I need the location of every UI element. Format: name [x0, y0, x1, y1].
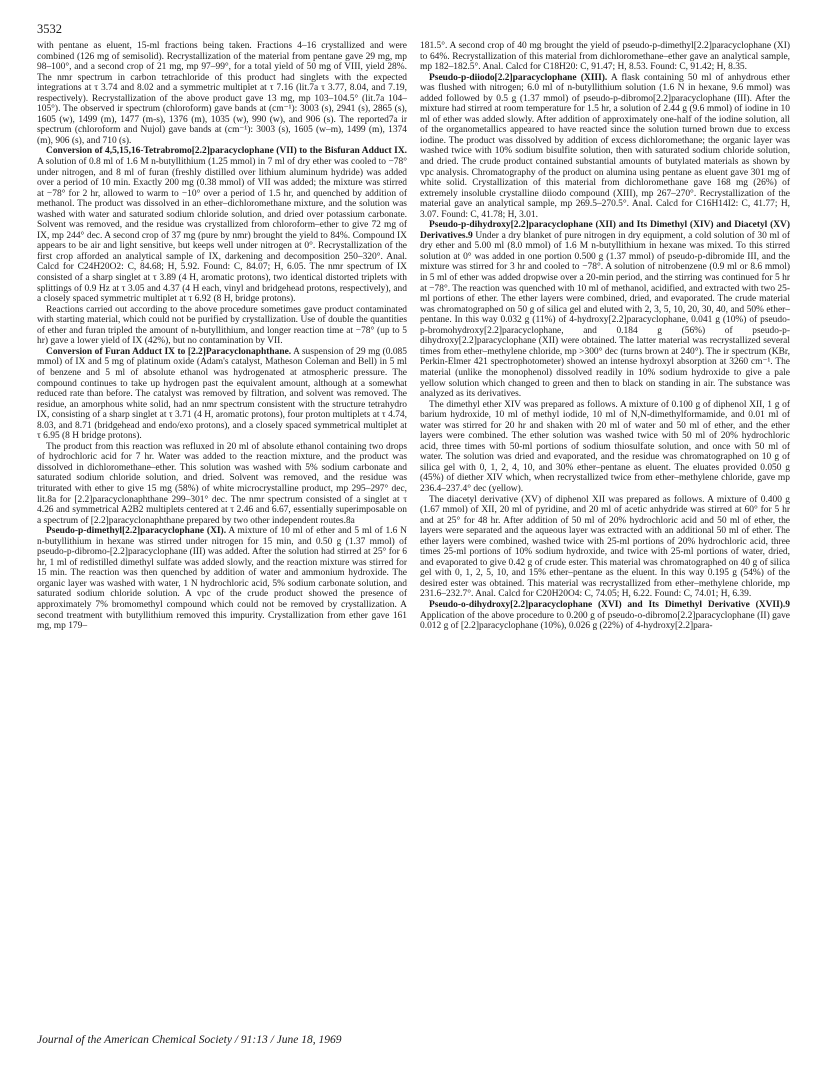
section-heading: Pseudo-p-dihydroxy[2.2]paracyclophane (XII) and Its Dimethyl (XIV) and Diacetyl (XV) Derivatives.9 [420, 220, 790, 241]
paragraph [420, 495, 790, 600]
section-heading: Conversion of Furan Adduct IX to [2.2]Paracyclonaphthane. [46, 346, 292, 357]
section-heading: Pseudo-p-diiodo[2.2]paracyclophane (XIII). [429, 72, 608, 83]
paragraph-body: A suspension of 29 mg (0.085 mmol) of IX and 5 mg of platinum oxide (Adam's catalyst, Matheson Coleman and Bell) in 5 ml of benzene and 5 ml of absolute ethanol was hydrogenated at atmospheric pressure. The compound continues to take up hydrogen past the equivalent amount, although at a somewhat reduced rate than before. The catalyst was removed by filtration, and solvent was removed. The residue, an amorphous white solid, had an nmr spectrum consistent with the structure tetrahydro IX, consisting of a sharp singlet at τ 3.71 (4 H, aromatic protons), four proton multiplets at τ 4.74, 8.03, and 8.71 (bridgehead and endo/exo protons), and a closely spaced symmetrical multiplet at τ 6.95 (8 H bridge protons). [37, 346, 407, 442]
paragraph-body: The product from this reaction was refluxed in 20 ml of absolute ethanol containing two drops of hydrochloric acid for 7 hr. Water was added to the reaction mixture, and the product was dissolved in dichloromethane–ether. This solution was washed with 5% sodium carbonate and saturated sodium chloride solution, and dried. Solvent was removed, and the residue was triturated with ether to give 15 mg (58%) of white microcrystalline product, mp 295–297° dec, lit.8a for [2.2]paracyclonaphthane 299–301° dec. The nmr spectrum consisted of a singlet at τ 4.26 and symmetrical A2B2 multiplets centered at τ 2.46 and 6.67, essentially superimposable on a spectrum of [2.2]paracyclonaphthane prepared by two other independent routes.8a [37, 441, 407, 526]
section-heading: Pseudo-o-dihydroxy[2.2]paracyclophane (XVI) and Its Dimethyl Derivative (XVII).9 [429, 599, 790, 610]
paragraph [37, 41, 407, 146]
paragraph [420, 41, 790, 73]
paragraph [37, 347, 407, 442]
paragraph-body: 181.5°. A second crop of 40 mg brought the yield of pseudo-p-dimethyl[2.2]paracyclophane (XI) to 64%. Recrystallization of this material from dichloromethane–ether gave an analytical sample, mp 182–182.5°. Anal. Calcd for C18H20: C, 91.47; H, 8.53. Found: C, 91.42; H, 8.35. [420, 41, 790, 73]
paragraph [37, 442, 407, 526]
paragraph-body: The diacetyl derivative (XV) of diphenol XII was prepared as follows. A mixture of 0.400 g (1.67 mmol) of XII, 20 ml of pyridine, and 20 ml of acetic anhydride was stirred at 60° for 5 hr and at 25° for 48 hr. After addition of 50 ml of 20% hydrochloric acid and 50 ml of ether, the layers were separated and the aqueous layer was extracted with an additional 50 ml of ether. The ether layers were combined, washed twice with 25-ml portions of 20% hydrochloric acid, three times 25-ml portions of 10% sodium hydroxide, and twice with 25-ml portions of water, dried, and evaporated to give 0.42 g of crude ester. This material was chromatographed on 40 g of silica gel with 0, 1, 2, 5, 10, and 15% ether–pentane as the eluent. In this way 0.195 g (54%) of the desired ester was obtained. This material was recrystallized from ether–methylene chloride, mp 231.6–232.7°. Anal. Calcd for C20H20O4: C, 74.05; H, 6.22. Found: C, 74.01; H, 6.39. [420, 494, 790, 600]
paragraph [37, 305, 407, 347]
left-column [37, 41, 407, 632]
paragraph-body: Application of the above procedure to 0.200 g of pseudo-o-dibromo[2.2]paracyclophane (II) gave 0.012 g of [2.2]paracyclophane (10%), 0.026 g (22%) of 4-hydroxy[2.2]para- [420, 610, 790, 632]
paragraph [37, 526, 407, 631]
paragraph-body: A solution of 0.8 ml of 1.6 M n-butyllithium (1.25 mmol) in 7 ml of dry ether was cooled to −78° under nitrogen, and 8 ml of furan (freshly distilled over lithium aluminum hydride) was added over a period of 10 min. Exactly 200 mg (0.38 mmol) of VII was added; the mixture was stirred at −78° for 2 hr, allowed to warm to −10° over a period of 1.5 hr, and quenched by addition of methanol. The product was dissolved in an ether–dichloromethane mixture, and the solution was washed with water and saturated sodium chloride solution, and dried over potassium carbonate. Solvent was removed, and the residue was crystallized from chloroform–ether to give 72 mg of IX, mp 244° dec. A second crop of 37 mg (pure by nmr) brought the yield to 84%. Compound IX appears to be air and light sensitive, but keeps well under nitrogen at 0°. Recrystallization of the first crop afforded an analytical sample of IX, darkening and decomposition 250–320°. Anal. Calcd for C24H20O2: C, 84.68; H, 5.92. Found: C, 84.07; H, 6.05. The nmr spectrum of IX consisted of a sharp singlet at τ 3.89 (4 H, aromatic protons), two identical distorted triplets with splittings of 0.9 Hz at τ 3.05 and 4.37 (4 H each, vinyl and bridgehead protons, respectively), and a closely spaced symmetric multiplet at τ 6.92 (8 H, bridge protons). [37, 157, 407, 305]
right-column [420, 41, 790, 632]
paragraph-body: Reactions carried out according to the above procedure sometimes gave product contaminated with starting material, which could not be purified by crystallization. Use of double the quantities of ether and furan tripled the amount of n-butyllithium, and longer reaction time at −78° (up to 5 hr) gave a lower yield of IX (42%), but no contamination by VII. [37, 304, 407, 347]
paragraph-body: A mixture of 10 ml of ether and 5 ml of 1.6 N n-butyllithium in hexane was stirred under nitrogen for 15 min, and 0.50 g (1.37 mmol) of pseudo-p-dibromo-[2.2]paracyclophane (III) was added. After the solution had stirred at 25° for 6 hr, 1 ml of redistilled dimethyl sulfate was added slowly, and the reaction mixture was stirred for 15 min. The reaction was then quenched by addition of water and ammonium hydroxide. The organic layer was washed with water, 1 N hydrochloric acid, 5% sodium carbonate solution, and saturated sodium chloride solution. A vpc of the crude product showed the presence of approximately 7% bromomethyl compound which could not be removed by crystallization. A second treatment with butyllithium removed this impurity. Crystallization from ether gave 161 mg, mp 179– [37, 526, 407, 632]
paragraph-body: Under a dry blanket of pure nitrogen in dry equipment, a cold solution of 30 ml of dry ether and 5.00 ml (8.0 mmol) of 1.6 M n-butyllithium in hexane was mixed. To this stirred solution at 0° was added in one portion 0.500 g (1.37 mmol) of pseudo-p-dibromide III, and the mixture was stirred for 3 hr and cooled to −78°. A solution of nitrobenzene (0.9 ml or 8.6 mmol) in 5 ml of ether was added dropwise over a 20-min period, and the stirring was continued for 5 hr at −78°. The reaction was quenched with 10 ml of methanol, acidified, and extracted with two 25-ml portions of ether. The ether layers were combined, dried, and evaporated. The crude material was chromatographed on 50 g of silica gel and eluted with 2, 3, 5, 10, 20, 30, 40, and 50% ether–pentane. In this way 0.032 g (11%) of 4-hydroxy[2.2]paracyclophane, 0.041 g (10%) of pseudo-p-bromohydroxy[2.2]paracyclophane, and 0.184 g (56%) of pseudo-p-dihydroxy[2.2]paracyclophane (XII) were obtained. The latter material was recrystallized several times from ether–methylene chloride, mp >300° dec (turns brown at 240°). The ir spectrum (KBr, Perkin-Elmer 421 spectrophotometer) showed an intense hydroxyl absorption at 3260 cm⁻¹. The material (unlike the monophenol) dissolved readily in 10% sodium hydroxide to give a pale yellow solution which changed to green and then to black on standing in air. The substance was analyzed as its derivatives. [420, 230, 790, 400]
journal-footer: Journal of the American Chemical Society / 91:13 / June 18, 1969 [37, 1034, 342, 1046]
paragraph-body: with pentane as eluent, 15-ml fractions being taken. Fractions 4–16 crystallized and were combined (126 mg of semisolid). Recrystallization of the material from pentane gave 29 mg, mp 98–100°, and a second crop of 21 mg, mp 97–99°, for a total yield of 50 mg of VIII, yield 28%. The nmr spectrum in carbon tetrachloride of this product had singlets with the expected integrations at τ 3.74 and 8.02 and a symmetric multiplet at τ 7.16 (lit.7a τ 3.77, 8.04, and 7.19, respectively). Recrystallization of the above product gave 13 mg, mp 103–104.5° (lit.7a 104–105°). The observed ir spectrum (chloroform) gave bands at (cm⁻¹): 3003 (s), 2941 (s), 2865 (s), 1605 (w), 1499 (m), 1477 (m-s), 1376 (m), 1035 (w), 990 (w), and 906 (s). The reported7a ir spectrum (chloroform and Nujol) gave bands at (cm⁻¹): 3003 (s), 1605 (w–m), 1499 (m), 1374 (m), 906 (s), and 710 (s). [37, 41, 407, 146]
paragraph [420, 400, 790, 495]
section-heading: Conversion of 4,5,15,16-Tetrabromo[2.2]paracyclophane (VII) to the Bisfuran Adduct IX. [46, 146, 407, 157]
paragraph [420, 73, 790, 221]
page-number: 3532 [37, 22, 62, 36]
paragraph [420, 600, 790, 632]
paragraph [37, 146, 407, 304]
section-heading: Pseudo-p-dimethyl[2.2]paracyclophane (XI). [46, 526, 227, 537]
paragraph-body: The dimethyl ether XIV was prepared as follows. A mixture of 0.100 g of diphenol XII, 1 g of barium hydroxide, 10 ml of methyl iodide, 10 ml of N,N-dimethylformamide, and 0.01 ml of water was stirred for 20 hr and shaken with 20 ml of water and 50 ml of ether, and the ether layers were combined. The ether solution was washed twice with 50 ml of 20% hydrochloric acid, three times with 50-ml portions of sodium thiosulfate solution, and once with 50 ml of water. The solution was dried and evaporated, and the residue was chromatographed on 10 g of silica gel with 0, 1, 2, 4, 10, and 30% ether–pentane as eluent. The eluates provided 0.050 g (45%) of diether XIV which, when recrystallized twice from ether–methylene chloride, gave mp 236.4–237.4° dec (yellow). [420, 399, 790, 494]
paragraph [420, 220, 790, 399]
paragraph-body: A flask containing 50 ml of anhydrous ether was flushed with nitrogen; 6.0 ml of n-butyllithium solution (1.6 N in hexane, 9.6 mmol) was added followed by 0.5 g (1.37 mmol) of pseudo-p-dibromo[2.2]paracyclophane (III). After the mixture had stirred at room temperature for 1.5 hr, a solution of 2.44 g (9.6 mmol) of iodine in 10 ml of ether was added slowly. After addition of approximately one-half of the iodine solution, all of the organometallics appeared to have reacted since the solution turned brown due to excess iodine. The product was dissolved by addition of excess dichloromethane; the organic layer was washed twice with 10% sodium bisulfite solution, then with saturated sodium chloride solution, and dried. The crude product contained substantial amounts of butylated materials as shown by vpc analysis. Chromatography of the product on alumina using pentane as eluent gave 301 mg of white solid. Crystallization of this material from dichloromethane gave 168 mg (26%) of extremely insoluble crystalline diiodo compound (XIII), mp 267–270°. Recrystallization of the material gave an analytical sample, mp 269.5–270.5°. Anal. Calcd for C16H14I2: C, 41.77; H, 3.07. Found: C, 41.78; H, 3.01. [420, 72, 790, 220]
